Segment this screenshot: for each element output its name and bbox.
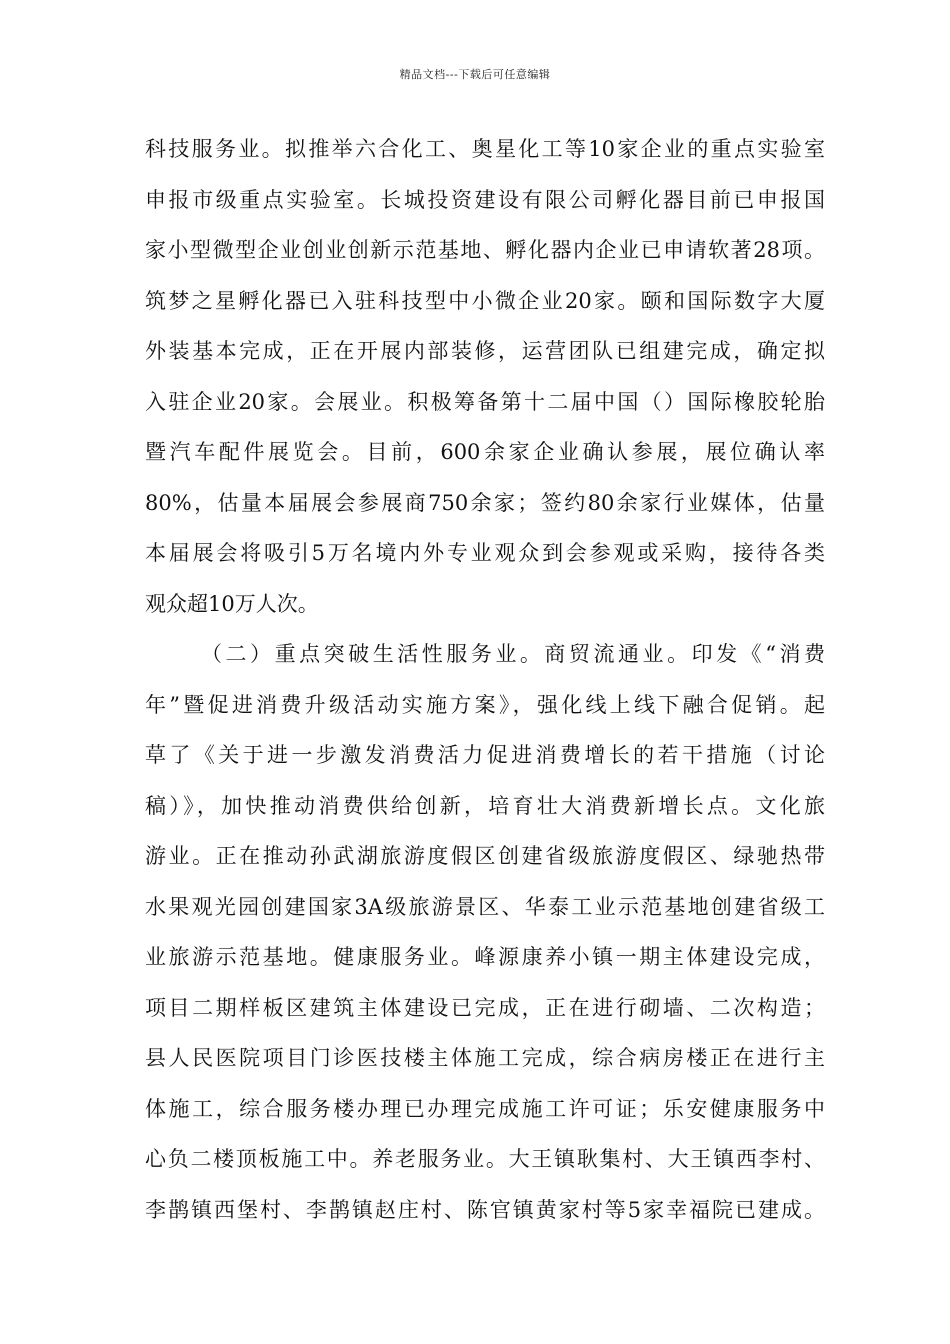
text-line: 本届展会将吸引5万名境内外专业观众到会参观或采购，接待各类 — [145, 541, 825, 565]
paragraph-science-services — [145, 124, 825, 629]
text-line: 科技服务业。拟推举六合化工、奥星化工等10家企业的重点实验室 — [145, 137, 825, 161]
text-line: 稿）》，加快推动消费供给创新，培育壮大消费新增长点。文化旅 — [145, 793, 825, 818]
text-line: 入驻企业20家。会展业。积极筹备第十二届中国（）国际橡胶轮胎 — [145, 389, 825, 414]
text-line: 年”暨促进消费升级活动实施方案》，强化线上线下融合促销。起 — [145, 692, 825, 717]
text-line: 草了《关于进一步激发消费活力促进消费增长的若干措施（讨论 — [145, 743, 825, 767]
text-line: 业旅游示范基地。健康服务业。峰源康养小镇一期主体建设完成， — [145, 945, 825, 969]
text-line: 外装基本完成，正在开展内部装修，运营团队已组建完成，确定拟 — [145, 339, 825, 363]
text-line: 项目二期样板区建筑主体建设已完成，正在进行砌墙、二次构造； — [145, 995, 825, 1020]
text-line: 游业。正在推动孙武湖旅游度假区创建省级旅游度假区、绿驰热带 — [145, 844, 825, 868]
document-body — [145, 124, 825, 1235]
text-line: 李鹊镇西堡村、李鹊镇赵庄村、陈官镇黄家村等5家幸福院已建成。 — [145, 1197, 825, 1222]
text-line: （二）重点突破生活性服务业。商贸流通业。印发《“消费 — [201, 642, 825, 666]
text-line: 暨汽车配件展览会。目前，600余家企业确认参展，展位确认率 — [145, 440, 825, 464]
paragraph-lifestyle-services — [145, 629, 825, 1235]
text-line: 申报市级重点实验室。长城投资建设有限公司孵化器目前已申报国 — [145, 187, 825, 212]
text-line: 80%，估量本届展会参展商750余家；签约80余家行业媒体，估量 — [145, 490, 825, 515]
text-line: 筑梦之星孵化器已入驻科技型中小微企业20家。颐和国际数字大厦 — [145, 288, 825, 313]
text-line: 观众超10万人次。 — [145, 591, 319, 616]
page-header: 精品文档---下载后可任意编辑 — [399, 68, 551, 81]
text-line: 家小型微型企业创业创新示范基地、孵化器内企业已申请软著28项。 — [145, 238, 825, 262]
text-line: 水果观光园创建国家3A级旅游景区、华泰工业示范基地创建省级工 — [145, 894, 825, 919]
text-line: 心负二楼顶板施工中。养老服务业。大王镇耿集村、大王镇西李村、 — [145, 1147, 825, 1171]
text-line: 县人民医院项目门诊医技楼主体施工完成，综合病房楼正在进行主 — [145, 1046, 825, 1070]
text-line: 体施工，综合服务楼办理已办理完成施工许可证；乐安健康服务中 — [145, 1096, 825, 1121]
